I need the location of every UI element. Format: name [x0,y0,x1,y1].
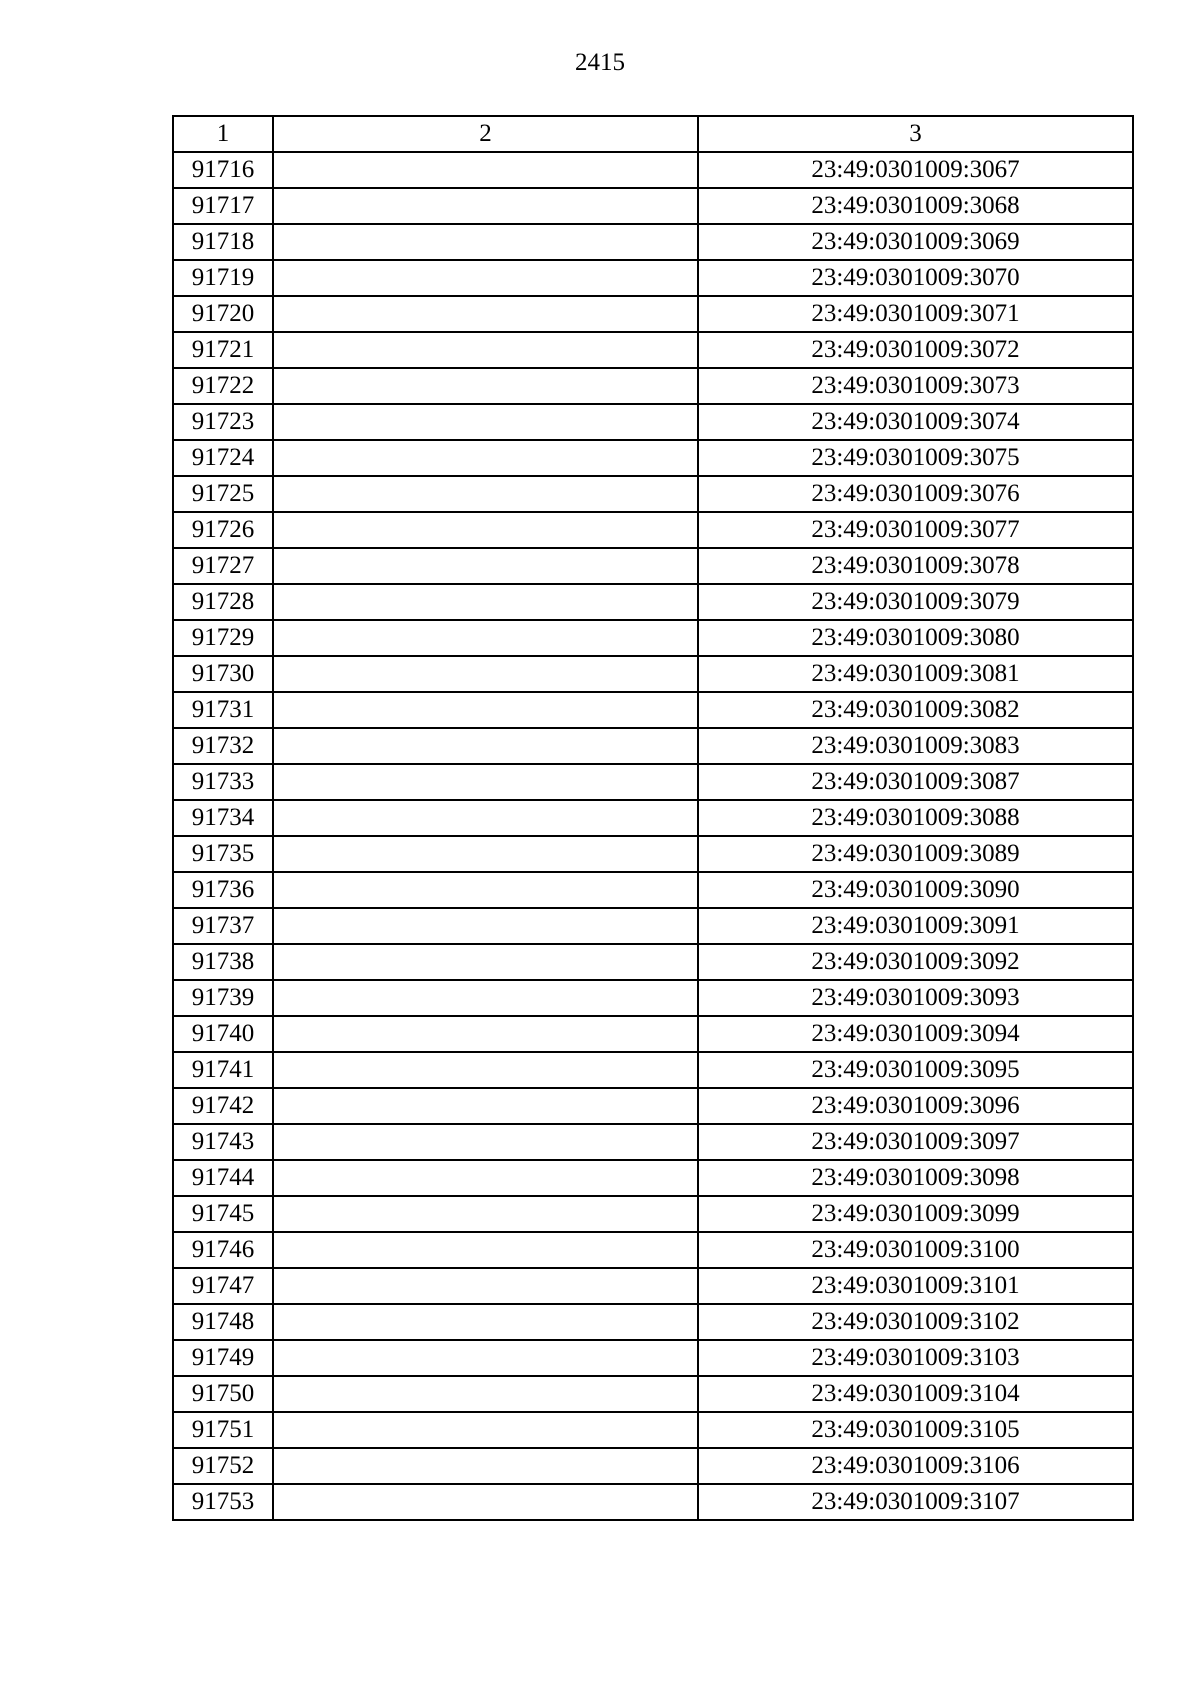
row-empty-cell [273,1016,698,1052]
cadastral-number-cell: 23:49:0301009:3067 [698,152,1133,188]
table-row [173,404,1133,440]
row-empty-cell [273,908,698,944]
row-empty-cell [273,1160,698,1196]
cadastral-number-cell: 23:49:0301009:3077 [698,512,1133,548]
row-number-cell: 91752 [173,1448,273,1484]
cadastral-number-cell: 23:49:0301009:3068 [698,188,1133,224]
cadastral-number-cell: 23:49:0301009:3096 [698,1088,1133,1124]
row-empty-cell [273,1088,698,1124]
row-empty-cell [273,1448,698,1484]
row-empty-cell [273,1196,698,1232]
table-row [173,728,1133,764]
cadastral-number-cell: 23:49:0301009:3074 [698,404,1133,440]
cadastral-number-cell: 23:49:0301009:3094 [698,1016,1133,1052]
row-empty-cell [273,944,698,980]
row-number-cell: 91750 [173,1376,273,1412]
row-number-cell: 91740 [173,1016,273,1052]
table-row [173,1016,1133,1052]
row-number-cell: 91732 [173,728,273,764]
row-empty-cell [273,692,698,728]
row-number-cell: 91723 [173,404,273,440]
row-number-cell: 91735 [173,836,273,872]
cadastral-number-cell: 23:49:0301009:3083 [698,728,1133,764]
row-empty-cell [273,1340,698,1376]
table-row [173,332,1133,368]
cadastral-number-cell: 23:49:0301009:3081 [698,656,1133,692]
row-number-cell: 91722 [173,368,273,404]
table-row [173,1160,1133,1196]
table-row [173,1052,1133,1088]
table-row [173,296,1133,332]
row-number-cell: 91744 [173,1160,273,1196]
cadastral-number-cell: 23:49:0301009:3101 [698,1268,1133,1304]
column-header-2: 2 [273,116,698,152]
cadastral-number-cell: 23:49:0301009:3087 [698,764,1133,800]
row-empty-cell [273,440,698,476]
cadastral-number-cell: 23:49:0301009:3091 [698,908,1133,944]
cadastral-number-cell: 23:49:0301009:3103 [698,1340,1133,1376]
row-number-cell: 91746 [173,1232,273,1268]
row-empty-cell [273,476,698,512]
row-number-cell: 91747 [173,1268,273,1304]
table-header [173,116,1133,152]
table-row [173,1124,1133,1160]
row-empty-cell [273,260,698,296]
table-row [173,1268,1133,1304]
row-empty-cell [273,584,698,620]
row-number-cell: 91739 [173,980,273,1016]
row-empty-cell [273,1268,698,1304]
table-row [173,908,1133,944]
row-empty-cell [273,152,698,188]
row-number-cell: 91753 [173,1484,273,1520]
table-row [173,692,1133,728]
row-number-cell: 91748 [173,1304,273,1340]
column-header-3: 3 [698,116,1133,152]
cadastral-number-cell: 23:49:0301009:3107 [698,1484,1133,1520]
row-empty-cell [273,1412,698,1448]
cadastral-number-cell: 23:49:0301009:3073 [698,368,1133,404]
table-row [173,1340,1133,1376]
cadastral-number-cell: 23:49:0301009:3097 [698,1124,1133,1160]
row-number-cell: 91738 [173,944,273,980]
row-number-cell: 91716 [173,152,273,188]
cadastral-number-cell: 23:49:0301009:3104 [698,1376,1133,1412]
table-row [173,1196,1133,1232]
cadastral-number-cell: 23:49:0301009:3079 [698,584,1133,620]
cadastral-number-cell: 23:49:0301009:3088 [698,800,1133,836]
table-row [173,944,1133,980]
row-number-cell: 91719 [173,260,273,296]
table-row [173,224,1133,260]
row-empty-cell [273,224,698,260]
cadastral-number-cell: 23:49:0301009:3099 [698,1196,1133,1232]
table-row [173,512,1133,548]
row-empty-cell [273,188,698,224]
cadastral-number-cell: 23:49:0301009:3105 [698,1412,1133,1448]
table-row [173,584,1133,620]
table-row [173,188,1133,224]
table-row [173,836,1133,872]
cadastral-number-cell: 23:49:0301009:3092 [698,944,1133,980]
row-number-cell: 91725 [173,476,273,512]
table-body [173,152,1133,1520]
cadastral-number-cell: 23:49:0301009:3100 [698,1232,1133,1268]
row-number-cell: 91745 [173,1196,273,1232]
table-row [173,980,1133,1016]
row-number-cell: 91727 [173,548,273,584]
row-number-cell: 91741 [173,1052,273,1088]
row-empty-cell [273,1232,698,1268]
row-number-cell: 91742 [173,1088,273,1124]
table-row [173,1376,1133,1412]
row-empty-cell [273,512,698,548]
row-empty-cell [273,620,698,656]
row-empty-cell [273,764,698,800]
table-row [173,1412,1133,1448]
row-empty-cell [273,332,698,368]
row-empty-cell [273,1124,698,1160]
cadastral-number-cell: 23:49:0301009:3102 [698,1304,1133,1340]
row-empty-cell [273,728,698,764]
row-empty-cell [273,404,698,440]
row-number-cell: 91737 [173,908,273,944]
row-empty-cell [273,800,698,836]
table-row [173,260,1133,296]
row-number-cell: 91717 [173,188,273,224]
table-row [173,764,1133,800]
row-empty-cell [273,1304,698,1340]
row-number-cell: 91743 [173,1124,273,1160]
table-row [173,656,1133,692]
table-row [173,368,1133,404]
row-empty-cell [273,1376,698,1412]
table-row [173,152,1133,188]
row-empty-cell [273,368,698,404]
cadastral-number-cell: 23:49:0301009:3095 [698,1052,1133,1088]
cadastral-number-cell: 23:49:0301009:3106 [698,1448,1133,1484]
table-row [173,476,1133,512]
row-empty-cell [273,980,698,1016]
row-number-cell: 91734 [173,800,273,836]
cadastral-number-cell: 23:49:0301009:3076 [698,476,1133,512]
table-row [173,800,1133,836]
row-number-cell: 91729 [173,620,273,656]
cadastral-number-cell: 23:49:0301009:3072 [698,332,1133,368]
table-row [173,440,1133,476]
row-number-cell: 91730 [173,656,273,692]
row-empty-cell [273,836,698,872]
row-empty-cell [273,656,698,692]
row-empty-cell [273,1484,698,1520]
row-number-cell: 91728 [173,584,273,620]
row-number-cell: 91721 [173,332,273,368]
cadastral-number-cell: 23:49:0301009:3089 [698,836,1133,872]
row-number-cell: 91724 [173,440,273,476]
table-row [173,1484,1133,1520]
row-empty-cell [273,1052,698,1088]
cadastral-number-cell: 23:49:0301009:3075 [698,440,1133,476]
table-row [173,548,1133,584]
table-row [173,1088,1133,1124]
row-empty-cell [273,872,698,908]
cadastral-number-cell: 23:49:0301009:3080 [698,620,1133,656]
registry-table [172,115,1134,1521]
cadastral-number-cell: 23:49:0301009:3078 [698,548,1133,584]
row-empty-cell [273,296,698,332]
table-row [173,1232,1133,1268]
cadastral-number-cell: 23:49:0301009:3071 [698,296,1133,332]
cadastral-number-cell: 23:49:0301009:3098 [698,1160,1133,1196]
row-number-cell: 91751 [173,1412,273,1448]
cadastral-number-cell: 23:49:0301009:3070 [698,260,1133,296]
row-number-cell: 91731 [173,692,273,728]
row-number-cell: 91749 [173,1340,273,1376]
cadastral-number-cell: 23:49:0301009:3093 [698,980,1133,1016]
row-number-cell: 91720 [173,296,273,332]
cadastral-number-cell: 23:49:0301009:3090 [698,872,1133,908]
table-row [173,1448,1133,1484]
cadastral-number-cell: 23:49:0301009:3082 [698,692,1133,728]
table-row [173,620,1133,656]
header-row [173,116,1133,152]
cadastral-number-cell: 23:49:0301009:3069 [698,224,1133,260]
row-number-cell: 91726 [173,512,273,548]
column-header-1: 1 [173,116,273,152]
row-number-cell: 91718 [173,224,273,260]
page-number: 2415 [575,49,625,76]
row-number-cell: 91733 [173,764,273,800]
table-row [173,872,1133,908]
row-number-cell: 91736 [173,872,273,908]
row-empty-cell [273,548,698,584]
table-row [173,1304,1133,1340]
